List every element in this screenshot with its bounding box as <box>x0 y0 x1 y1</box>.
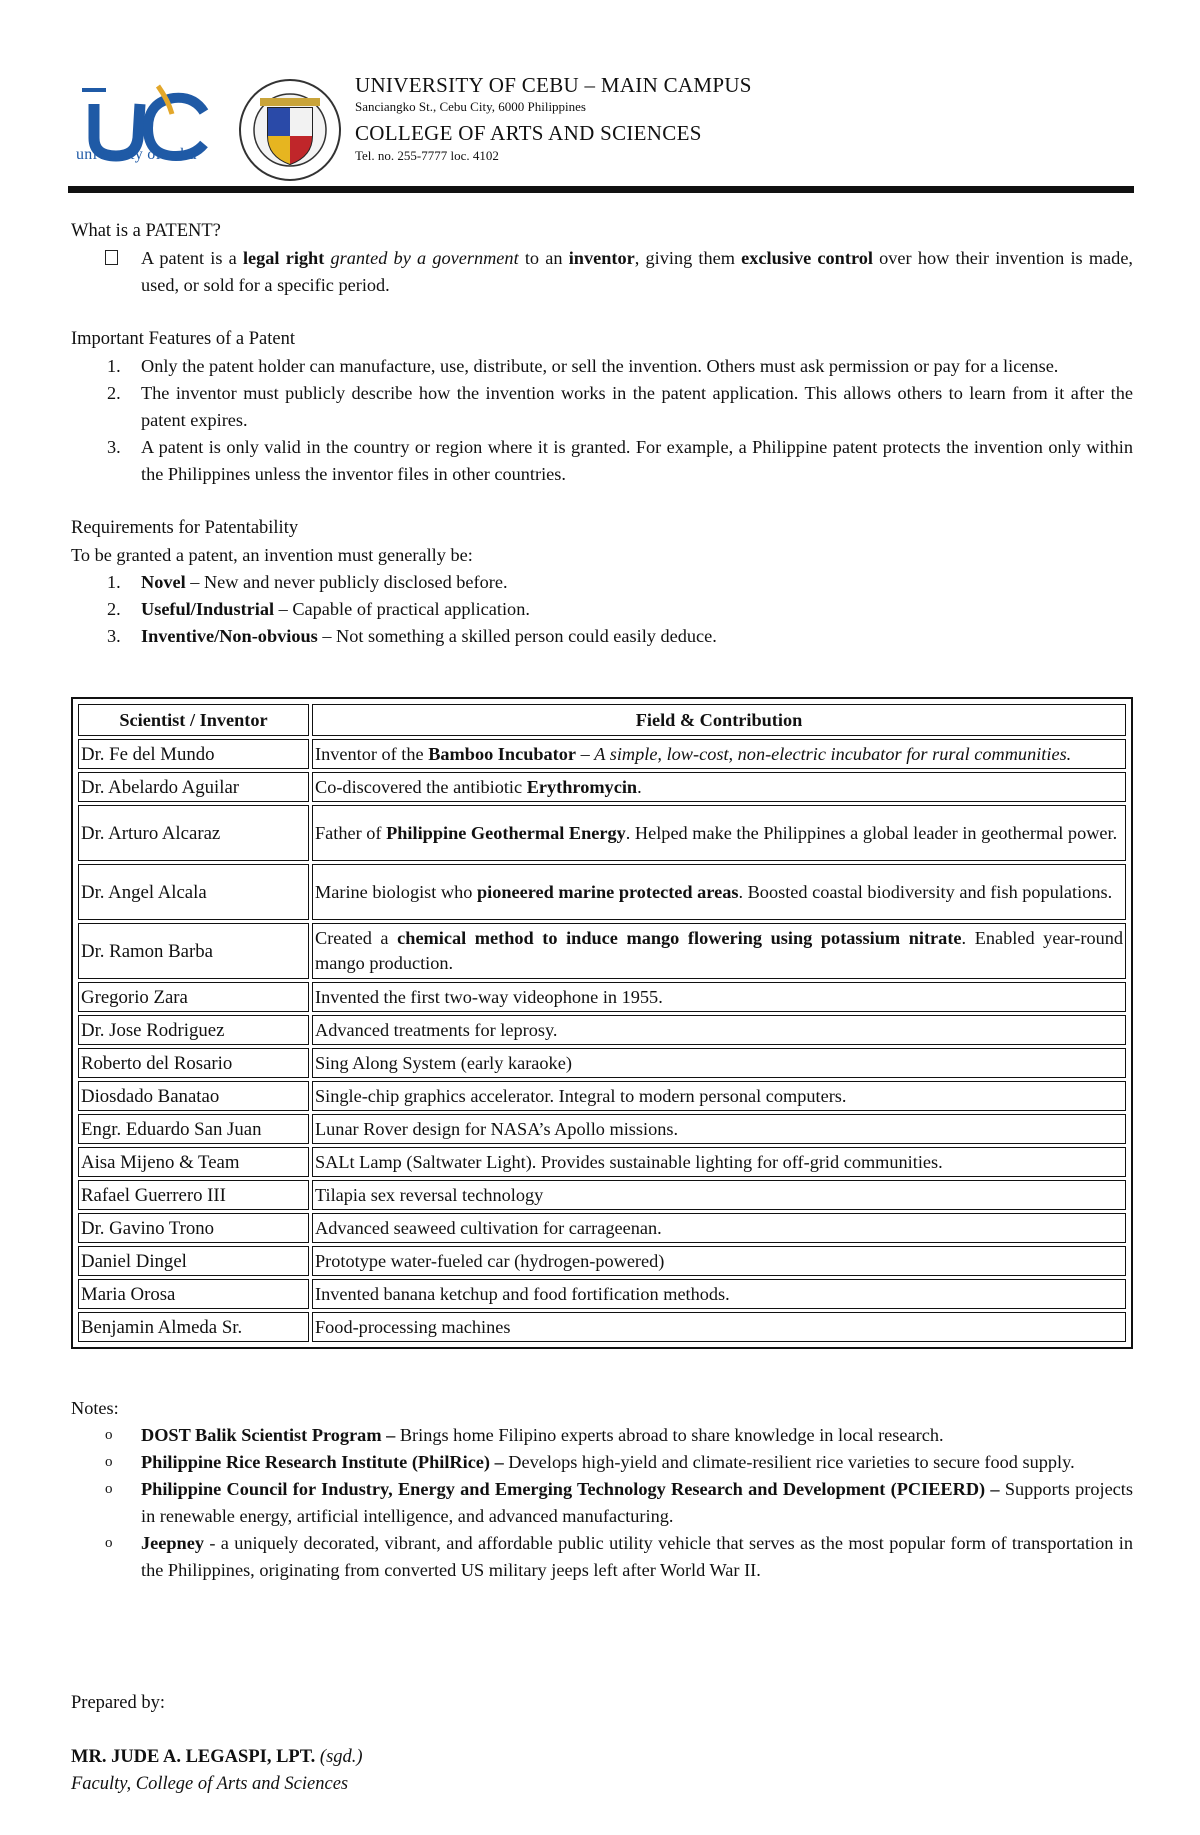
table-row <box>78 1048 1126 1078</box>
contribution-cell: Created a chemical method to induce mango flowering using potassium nitrate. Enabled year-round mango production. <box>312 923 1126 979</box>
circle-bullet-icon: o <box>105 1481 113 1497</box>
definition-text: , giving them <box>634 248 742 268</box>
table-row <box>78 1312 1126 1342</box>
notes-heading: Notes: <box>71 1398 119 1418</box>
contribution-cell: Advanced seaweed cultivation for carrageenan. <box>312 1213 1126 1243</box>
note-term: Jeepney <box>141 1533 204 1553</box>
uc-logo-text: university of cebu <box>76 146 197 163</box>
table-row <box>78 1147 1126 1177</box>
list-item <box>71 380 1133 434</box>
requirements-heading: Requirements for Patentability <box>71 518 299 538</box>
list-item <box>71 434 1133 488</box>
contribution-cell: Prototype water-fueled car (hydrogen-powered) <box>312 1246 1126 1276</box>
table-row <box>78 772 1126 802</box>
note-term: Philippine Council for Industry, Energy and Emerging Technology Research and Development (PCIEERD) – <box>141 1479 1000 1499</box>
list-item <box>71 569 1133 596</box>
table-row <box>78 805 1126 861</box>
list-item <box>71 1449 1133 1476</box>
definition-bold: inventor <box>568 248 635 268</box>
inventor-name: Rafael Guerrero III <box>78 1180 309 1210</box>
seal-icon <box>238 78 342 182</box>
university-address: Sanciangko St., Cebu City, 6000 Philippines <box>355 99 586 114</box>
definition-bold: legal right <box>242 248 325 268</box>
signed-mark: (sgd.) <box>319 1747 363 1767</box>
note-term: DOST Balik Scientist Program – <box>141 1425 396 1445</box>
inventor-name: Benjamin Almeda Sr. <box>78 1312 309 1342</box>
circle-bullet-icon: o <box>105 1535 113 1551</box>
list-item <box>71 596 1133 623</box>
list-item <box>71 1422 1133 1449</box>
definition-bold: exclusive control <box>741 248 873 268</box>
list-item <box>71 353 1133 380</box>
contribution-cell: Sing Along System (early karaoke) <box>312 1048 1126 1078</box>
patent-heading: What is a PATENT? <box>71 221 221 241</box>
definition-italic: granted by a government <box>324 248 519 268</box>
table-row <box>78 1213 1126 1243</box>
column-header: Scientist / Inventor <box>78 704 309 736</box>
note-desc: - a uniquely decorated, vibrant, and affordable public utility vehicle that serves as the most popular form of transportation in the Philippines, originating from converted US military jeeps left after World War II. <box>141 1533 1133 1580</box>
list-number: 1. <box>107 572 121 592</box>
inventors-table <box>71 697 1133 1349</box>
letterhead <box>70 70 1135 180</box>
inventor-name: Roberto del Rosario <box>78 1048 309 1078</box>
note-desc: Supports projects in renewable energy, artificial intelligence, and advanced manufacturing. <box>141 1479 1133 1526</box>
signatory-title: Faculty, College of Arts and Sciences <box>71 1774 349 1794</box>
note-desc: Brings home Filipino experts abroad to share knowledge in local research. <box>395 1425 944 1445</box>
contribution-cell: Food-processing machines <box>312 1312 1126 1342</box>
inventor-name: Diosdado Banatao <box>78 1081 309 1111</box>
signatory-name: MR. JUDE A. LEGASPI, LPT. <box>71 1747 316 1767</box>
list-number: 2. <box>107 383 121 403</box>
notes-section <box>71 1395 1133 1584</box>
table-row <box>78 982 1126 1012</box>
contribution-cell: Invented the first two-way videophone in 1955. <box>312 982 1126 1012</box>
inventor-name: Dr. Gavino Trono <box>78 1213 309 1243</box>
inventor-name: Daniel Dingel <box>78 1246 309 1276</box>
main-content <box>71 218 1133 650</box>
table-row <box>78 864 1126 920</box>
university-name: UNIVERSITY OF CEBU – MAIN CAMPUS <box>355 73 752 97</box>
telephone-number: Tel. no. 255-7777 loc. 4102 <box>355 148 499 163</box>
list-item <box>71 1476 1133 1530</box>
list-number: 3. <box>107 437 121 457</box>
circle-bullet-icon: o <box>105 1427 113 1443</box>
square-bullet-icon <box>105 250 118 265</box>
prepared-by-label: Prepared by: <box>71 1693 166 1713</box>
list-item <box>71 1530 1133 1584</box>
list-text: The inventor must publicly describe how the invention works in the patent application. This allows others to learn from it after the patent expires. <box>141 383 1133 430</box>
definition-text: A patent is a <box>141 248 243 268</box>
note-term: Philippine Rice Research Institute (PhilRice) – <box>141 1452 504 1472</box>
inventor-name: Dr. Jose Rodriguez <box>78 1015 309 1045</box>
table-row <box>78 1180 1126 1210</box>
contribution-cell: SALt Lamp (Saltwater Light). Provides sustainable lighting for off-grid communities. <box>312 1147 1126 1177</box>
inventor-name: Dr. Arturo Alcaraz <box>78 805 309 861</box>
contribution-cell: Inventor of the Bamboo Incubator – A simple, low-cost, non-electric incubator for rural communities. <box>312 739 1126 769</box>
list-number: 1. <box>107 356 121 376</box>
column-header: Field & Contribution <box>312 704 1126 736</box>
requirement-term: Inventive/Non-obvious <box>141 626 318 646</box>
inventor-name: Gregorio Zara <box>78 982 309 1012</box>
table-row <box>78 1246 1126 1276</box>
requirement-desc: – New and never publicly disclosed before. <box>185 572 508 592</box>
inventor-name: Dr. Angel Alcala <box>78 864 309 920</box>
inventor-name: Maria Orosa <box>78 1279 309 1309</box>
contribution-cell: Invented banana ketchup and food fortification methods. <box>312 1279 1126 1309</box>
requirement-desc: – Not something a skilled person could easily deduce. <box>317 626 717 646</box>
contribution-cell: Lunar Rover design for NASA’s Apollo missions. <box>312 1114 1126 1144</box>
college-name: COLLEGE OF ARTS AND SCIENCES <box>355 121 702 145</box>
inventor-name: Dr. Fe del Mundo <box>78 739 309 769</box>
requirement-desc: – Capable of practical application. <box>274 599 530 619</box>
table-row <box>78 1015 1126 1045</box>
list-number: 3. <box>107 626 121 646</box>
signature-block <box>71 1690 363 1798</box>
definition-text: to an <box>518 248 569 268</box>
table-row <box>78 1081 1126 1111</box>
inventor-name: Dr. Ramon Barba <box>78 923 309 979</box>
list-text: A patent is only valid in the country or region where it is granted. For example, a Philippine patent protects the invention only within the Philippines unless the inventor files in other countries. <box>141 437 1133 484</box>
table-row <box>78 739 1126 769</box>
definition-text: over how their invention is made, used, or sold for a specific period. <box>141 248 1133 295</box>
requirement-term: Novel <box>141 572 186 592</box>
inventor-name: Dr. Abelardo Aguilar <box>78 772 309 802</box>
contribution-cell: Father of Philippine Geothermal Energy. Helped make the Philippines a global leader in geothermal power. <box>312 805 1126 861</box>
requirements-intro: To be granted a patent, an invention must generally be: <box>71 545 473 565</box>
contribution-cell: Single-chip graphics accelerator. Integral to modern personal computers. <box>312 1081 1126 1111</box>
list-item <box>71 623 1133 650</box>
list-number: 2. <box>107 599 121 619</box>
list-text: Only the patent holder can manufacture, use, distribute, or sell the invention. Others must ask permission or pay for a license. <box>141 356 1059 376</box>
inventor-name: Aisa Mijeno & Team <box>78 1147 309 1177</box>
note-desc: Develops high-yield and climate-resilient rice varieties to secure food supply. <box>503 1452 1075 1472</box>
contribution-cell: Tilapia sex reversal technology <box>312 1180 1126 1210</box>
table-row <box>78 1279 1126 1309</box>
contribution-cell: Marine biologist who pioneered marine protected areas. Boosted coastal biodiversity and fish populations. <box>312 864 1126 920</box>
requirement-term: Useful/Industrial <box>141 599 275 619</box>
circle-bullet-icon: o <box>105 1454 113 1470</box>
contribution-cell: Advanced treatments for leprosy. <box>312 1015 1126 1045</box>
header-rule <box>68 186 1134 193</box>
contribution-cell: Co-discovered the antibiotic Erythromycin. <box>312 772 1126 802</box>
features-heading: Important Features of a Patent <box>71 329 295 349</box>
inventor-name: Engr. Eduardo San Juan <box>78 1114 309 1144</box>
table-row <box>78 1114 1126 1144</box>
university-seal <box>238 78 342 182</box>
table-row <box>78 923 1126 979</box>
patent-definition <box>71 245 1133 299</box>
